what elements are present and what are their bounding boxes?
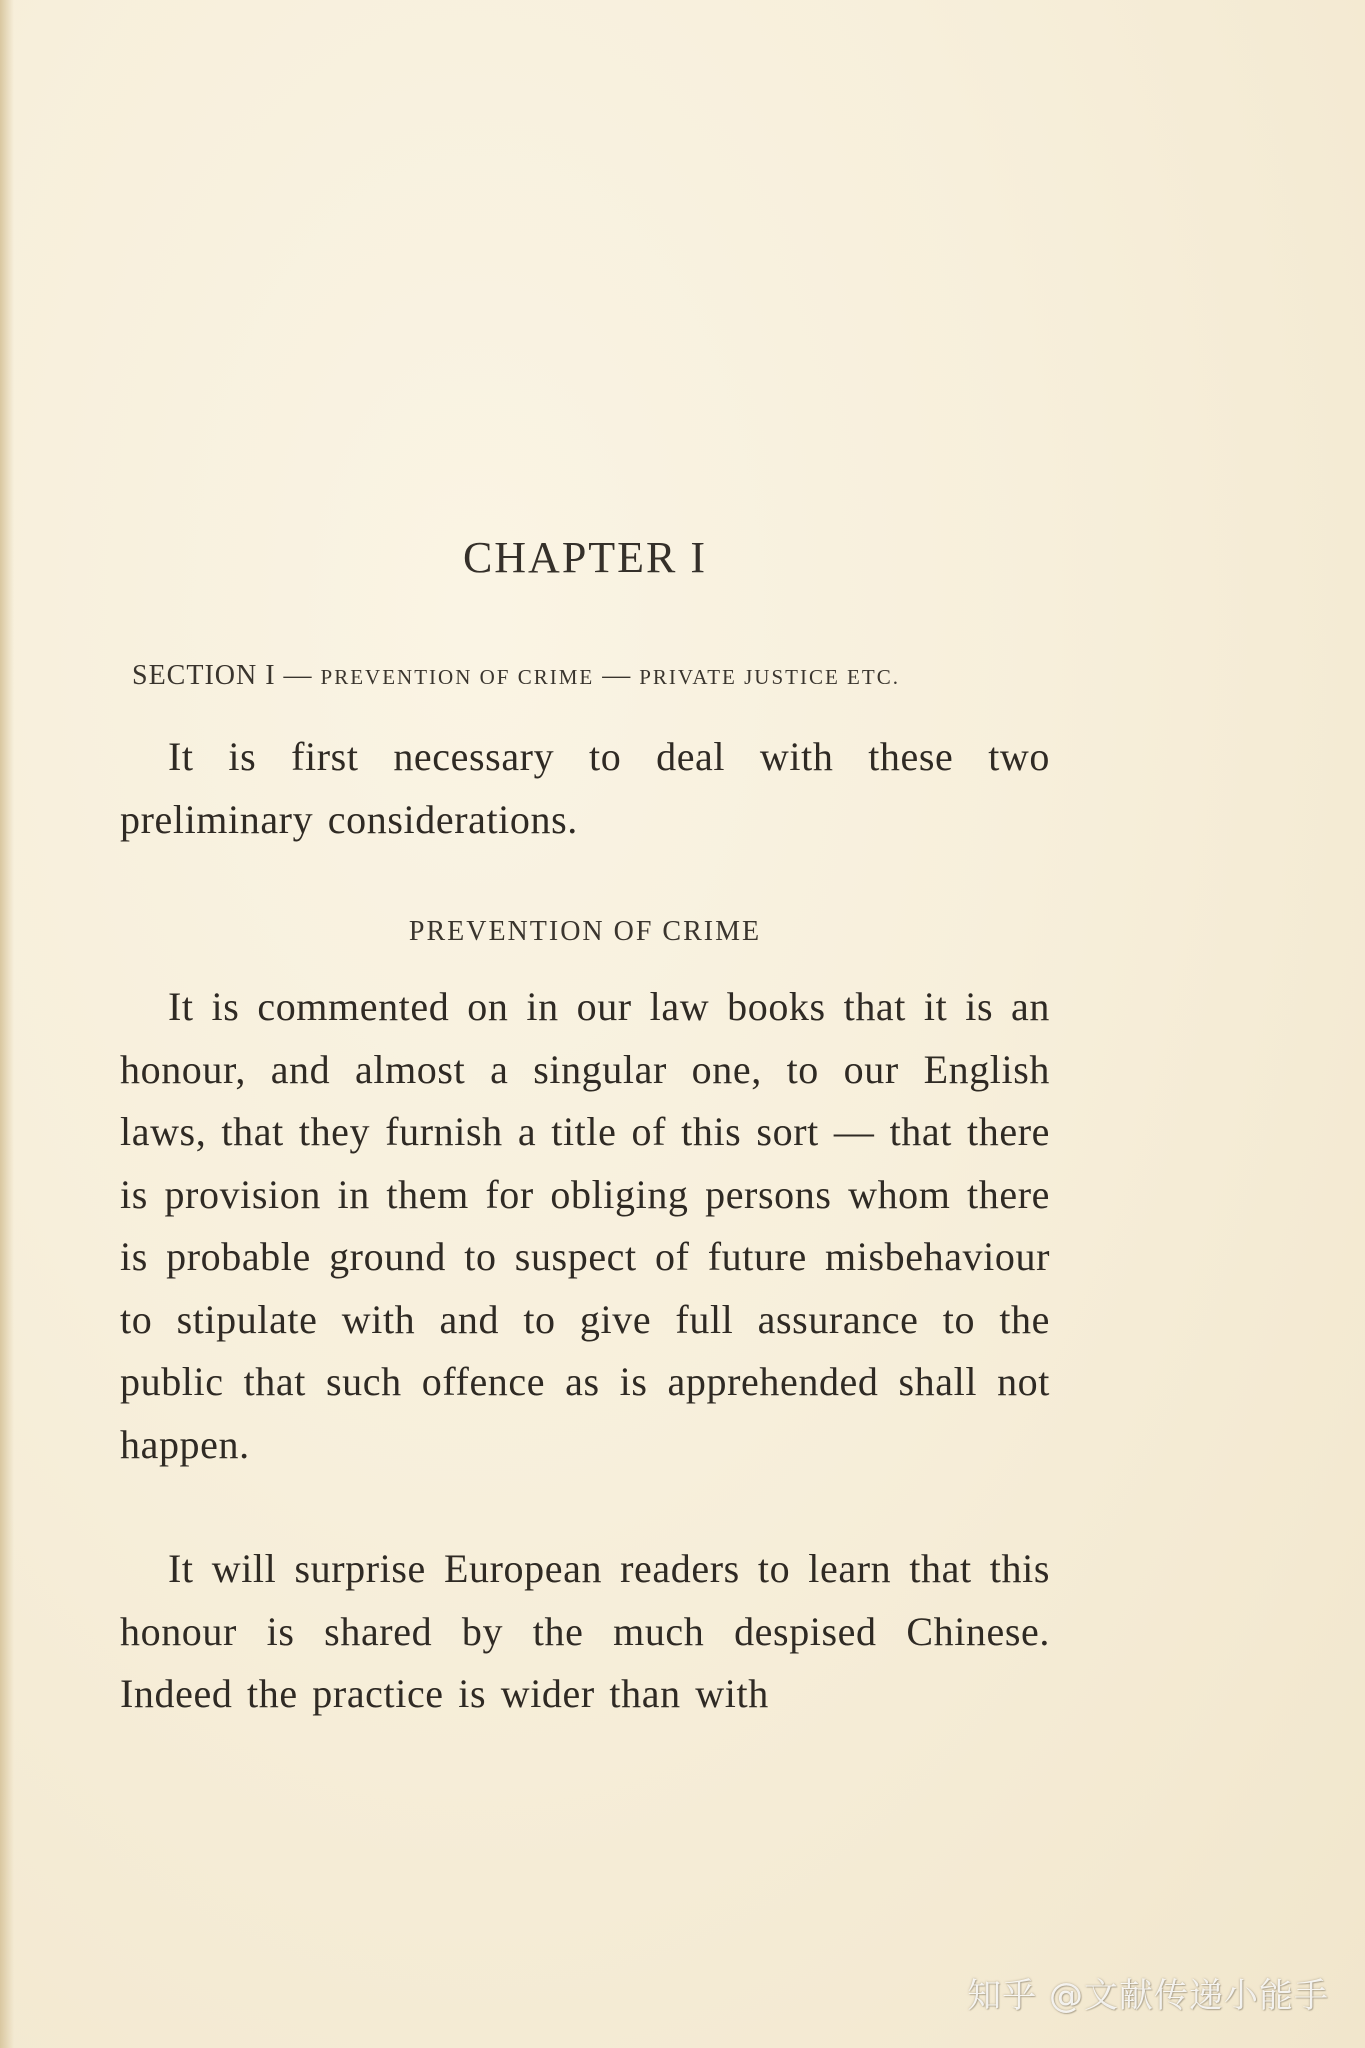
page-edge-shadow [0, 0, 14, 2048]
intro-paragraph: It is first necessary to deal with these two preliminary considerations. [120, 734, 1050, 842]
section-topic-prevention: PREVENTION OF CRIME [320, 665, 595, 689]
body-paragraph: It is commented on in our law books that it is an honour, and almost a singular one, to our English laws, that they furnish a title of this sort — that there is provision in them for obliging persons whom there is probable ground to suspect of future misbehaviour to stipulate with and to give full assurance to the public that such offence as is apprehended shall not happen. [120, 984, 1050, 1467]
section-number: SECTION I [132, 660, 276, 691]
section-separator: — [594, 660, 640, 691]
section-separator: — [275, 660, 321, 691]
watermark: 知乎 @文献传递小能手 [967, 1976, 1329, 2016]
section-heading [132, 660, 1050, 692]
body-paragraph-continued: It will surprise European readers to learn that this honour is shared by the much despised Chinese. Indeed the practice is wider than with [120, 1546, 1050, 1716]
chapter-title: CHAPTER I [462, 533, 708, 582]
section-topic-private-justice: PRIVATE JUSTICE ETC. [639, 665, 900, 689]
subheading-prevention-of-crime: PREVENTION OF CRIME [408, 916, 762, 947]
